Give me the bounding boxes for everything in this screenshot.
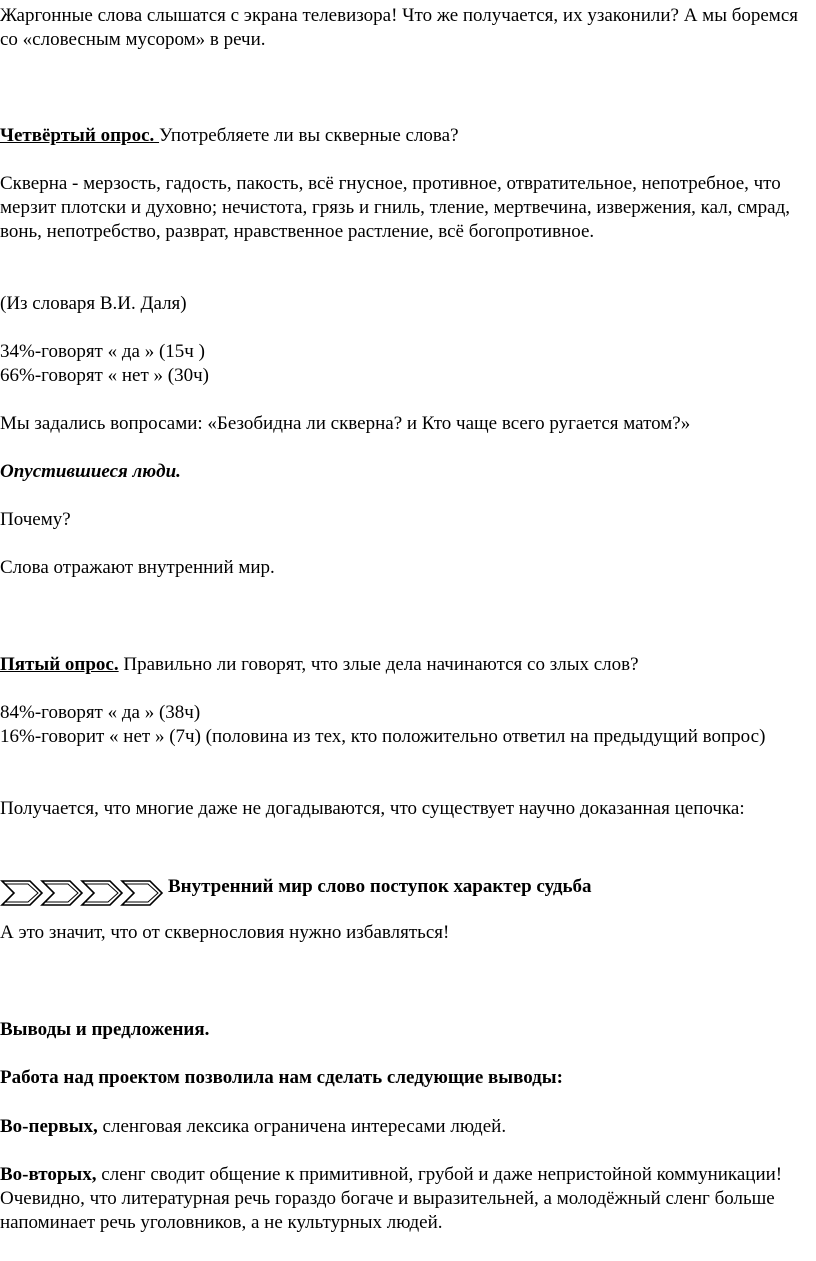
survey4-question: Употребляете ли вы скверные слова?	[159, 125, 459, 146]
survey4-result-no: 66%-говорят « нет » (30ч)	[0, 365, 209, 386]
conclusion-first-text: сленговая лексика ограничена интересами людей.	[97, 1116, 507, 1137]
survey5-label: Пятый опрос.	[0, 654, 119, 675]
survey4-heading	[0, 124, 812, 148]
survey4-definition: Скверна - мерзость, гадость, пакость, всё гнусное, противное, отвратительное, непотребное, что мерзит плотски и духовно; нечистота, грязь и гниль, тление, мертвечина, извержения, кал, смрад, вонь, непотребство, разврат, нравственное растление, всё богопротивное.	[0, 173, 791, 242]
survey4-followup: Мы задались вопросами: «Безобидна ли скверна? и Кто чаще всего ругается матом?»	[0, 413, 691, 434]
survey5-therefore: А это значит, что от сквернословия нужно избавляться!	[0, 922, 450, 943]
conclusion-second	[0, 1163, 812, 1235]
survey4-why: Почему?	[0, 509, 71, 530]
chain-text: Внутренний мир слово поступок характер судьба	[168, 876, 592, 897]
conclusions-heading: Выводы и предложения.	[0, 1019, 210, 1040]
conclusion-second-text: сленг сводит общение к примитивной, грубой и даже непристойной коммуникации! Очевидно, что литературная речь гораздо богаче и выразительней, а молодёжный сленг больше напоминает речь уголовников, а не культурных людей.	[0, 1164, 783, 1233]
conclusions-lead: Работа над проектом позволила нам сделать следующие выводы:	[0, 1067, 563, 1088]
conclusion-first	[0, 1115, 812, 1139]
survey5-heading	[0, 653, 812, 677]
chain-row	[0, 873, 812, 913]
chain-arrow-icon	[0, 873, 168, 913]
survey4-reason: Слова отражают внутренний мир.	[0, 557, 275, 578]
survey4-label: Четвёртый опрос.	[0, 125, 160, 146]
survey5-result-yes: 84%-говорят « да » (38ч)	[0, 702, 201, 723]
survey4-result-yes: 34%-говорят « да » (15ч )	[0, 341, 205, 362]
survey4-source: (Из словаря В.И. Даля)	[0, 293, 187, 314]
conclusion-second-label: Во-вторых,	[0, 1164, 97, 1185]
intro-paragraph: Жаргонные слова слышатся с экрана телевизора! Что же получается, их узаконили? А мы боремся со «словесным мусором» в речи.	[0, 5, 798, 50]
survey4-answer: Опустившиеся люди.	[0, 461, 181, 482]
survey5-question: Правильно ли говорят, что злые дела начинаются со злых слов?	[118, 654, 639, 675]
survey5-result-no: 16%-говорит « нет » (7ч) (половина из тех, кто положительно ответил на предыдущий вопрос)	[0, 726, 766, 747]
survey5-conclusion: Получается, что многие даже не догадываются, что существует научно доказанная цепочка:	[0, 798, 745, 819]
conclusion-first-label: Во-первых,	[0, 1116, 98, 1137]
